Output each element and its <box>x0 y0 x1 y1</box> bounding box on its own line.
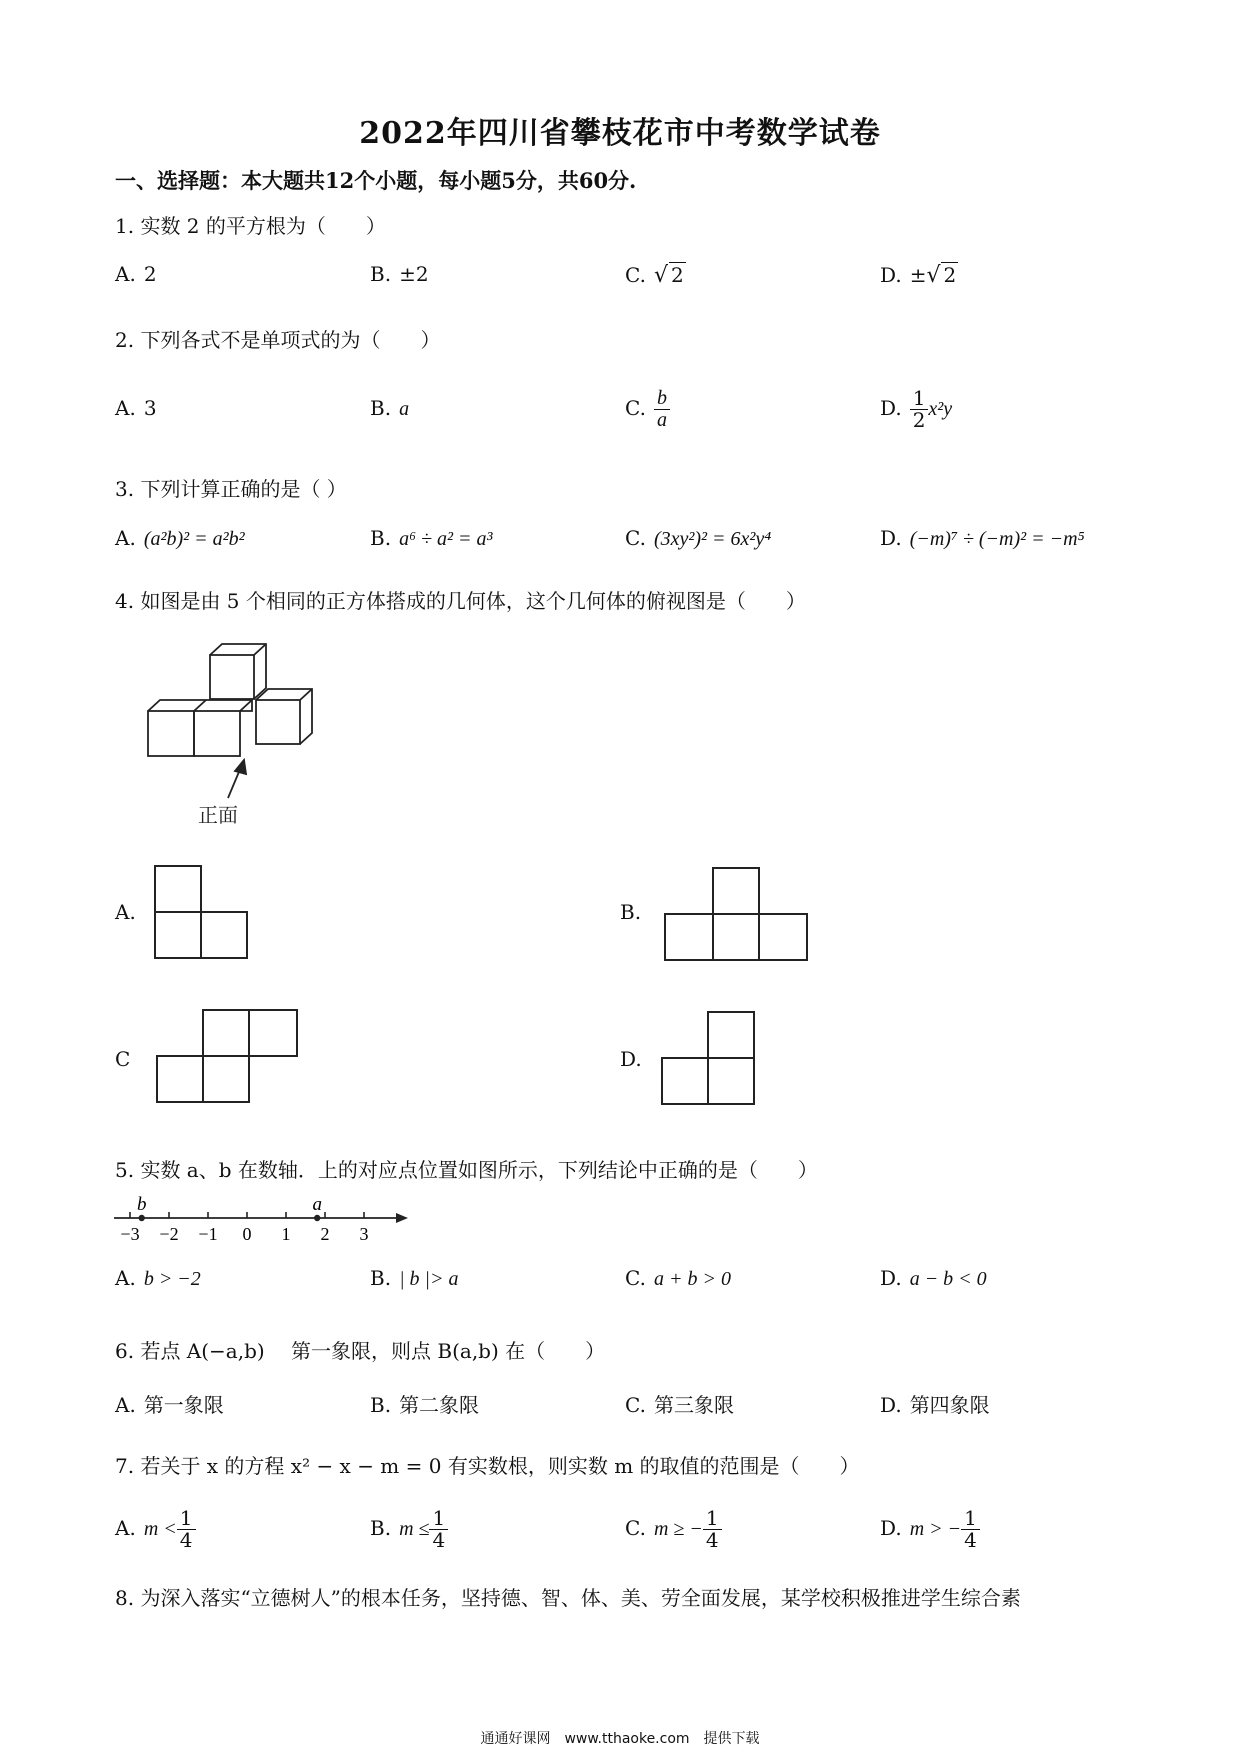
q1-option-d[interactable]: D. ±√ 2 <box>880 263 957 288</box>
point-a-dot <box>314 1215 320 1221</box>
sqrt-sign-icon: √ <box>926 263 941 288</box>
point-b-label: b <box>136 1194 147 1215</box>
sqrt-sign-icon: √ <box>653 263 668 288</box>
q3-option-b[interactable]: B. a⁶ ÷ a² = a³ <box>370 526 493 550</box>
q5-option-c[interactable]: C. a + b > 0 <box>625 1266 731 1290</box>
q7-option-a[interactable]: A. m < $\frac{1}{4}$ <box>115 1508 196 1551</box>
question-8-text: 8. 为深入落实“立德树人”的根本任务，坚持德、智、体、美、劳全面发展，某学校积极推进学生综合素 <box>115 1586 1021 1610</box>
question-4-text: 4. 如图是由 5 个相同的正方体搭成的几何体，这个几何体的俯视图是（ ） <box>115 589 806 613</box>
front-cubes <box>148 700 252 756</box>
cube-solid-figure <box>140 640 340 840</box>
q4-option-c[interactable]: C <box>115 1047 131 1071</box>
axis-tick-label: −3 <box>120 1224 140 1244</box>
fraction: $\frac{b}{a}$ <box>654 388 670 431</box>
q7-option-b[interactable]: B. m ≤ $\frac{1}{4}$ <box>370 1508 448 1551</box>
point-b-dot <box>139 1215 145 1221</box>
right-cube <box>256 689 312 744</box>
question-7-text: 7. 若关于 x 的方程 x² − x − m = 0 有实数根，则实数 m 的取值的范围是（ ） <box>115 1454 860 1478</box>
section-heading: 一、选择题：本大题共12个小题，每小题5分，共60分. <box>115 168 637 193</box>
number-line <box>112 1190 412 1250</box>
axis-tick-label: −1 <box>198 1224 218 1244</box>
axis-tick-label: 3 <box>359 1224 369 1244</box>
q1-option-b[interactable]: B. ±2 <box>370 262 429 286</box>
front-arrow-icon <box>228 760 246 798</box>
q4-option-b[interactable]: B. <box>620 900 642 924</box>
q5-option-a[interactable]: A. b > −2 <box>115 1266 201 1290</box>
question-2-text: 2. 下列各式不是单项式的为（ ） <box>115 328 441 352</box>
q5-option-b[interactable]: B. | b |> a <box>370 1266 459 1290</box>
axis-tick-label: 1 <box>281 1224 291 1244</box>
fraction: $\frac{1}{2}$ <box>910 388 929 431</box>
q3-option-d[interactable]: D. (−m)⁷ ÷ (−m)² = −m⁵ <box>880 526 1085 550</box>
question-1-text: 1. 实数 2 的平方根为（ ） <box>115 214 386 238</box>
point-a-label: a <box>312 1194 322 1215</box>
q7-option-d[interactable]: D. m > − $\frac{1}{4}$ <box>880 1508 980 1551</box>
question-6-options <box>0 1389 1240 1429</box>
q2-option-c[interactable]: C. $\frac{b}{a}$ <box>625 388 670 431</box>
q4-option-b-figure[interactable] <box>663 866 813 966</box>
fraction: $\frac{1}{4}$ <box>177 1508 196 1551</box>
question-5-options <box>0 1266 1240 1306</box>
q5-option-d[interactable]: D. a − b < 0 <box>880 1266 987 1290</box>
q1-option-a[interactable]: A. 2 <box>115 262 157 286</box>
q4-option-a-figure[interactable] <box>153 864 253 964</box>
fraction: $\frac{1}{4}$ <box>703 1508 722 1551</box>
fraction: $\frac{1}{4}$ <box>429 1508 448 1551</box>
page-title: 2022年四川省攀枝花市中考数学试卷 <box>359 116 881 151</box>
question-6-text: 6. 若点 A(−a,b) 第一象限，则点 B(a,b) 在（ ） <box>115 1339 606 1363</box>
q7-option-c[interactable]: C. m ≥ − $\frac{1}{4}$ <box>625 1508 722 1551</box>
question-7-options <box>0 1506 1240 1552</box>
axis-arrow-icon <box>396 1213 408 1223</box>
axis-tick-label: −2 <box>159 1224 179 1244</box>
top-cube <box>210 644 266 699</box>
q2-option-a[interactable]: A. 3 <box>115 396 157 420</box>
q1-option-c[interactable]: C. √ 2 <box>625 263 684 288</box>
axis-tick-label: 0 <box>242 1224 252 1244</box>
axis-tick-label: 2 <box>320 1224 330 1244</box>
q3-option-a[interactable]: A. (a²b)² = a²b² <box>115 526 245 550</box>
front-label: 正面 <box>198 803 238 827</box>
q3-option-c[interactable]: C. (3xy²)² = 6x²y⁴ <box>625 526 772 550</box>
q6-option-b[interactable]: B. 第二象限 <box>370 1393 480 1417</box>
question-2-options <box>0 386 1240 432</box>
q4-option-a[interactable]: A. <box>115 900 136 924</box>
q4-option-d[interactable]: D. <box>620 1047 642 1071</box>
q6-option-c[interactable]: C. 第三象限 <box>625 1393 734 1417</box>
question-5-text: 5. 实数 a、b 在数轴．上的对应点位置如图所示，下列结论中正确的是（ ） <box>115 1158 818 1182</box>
q2-option-b[interactable]: B. a <box>370 396 410 420</box>
q4-option-c-figure[interactable] <box>155 1008 305 1108</box>
page-footer: 通通好课网 www.tthaoke.com 提供下载 <box>480 1731 760 1747</box>
question-1-options <box>0 262 1240 302</box>
q2-option-d[interactable]: D. $\frac{1}{2}$ x²y <box>880 386 953 432</box>
question-3-options <box>0 526 1240 566</box>
q4-option-d-figure[interactable] <box>660 1010 760 1110</box>
q6-option-d[interactable]: D. 第四象限 <box>880 1393 990 1417</box>
fraction: $\frac{1}{4}$ <box>961 1508 980 1551</box>
question-3-text: 3. 下列计算正确的是（ ） <box>115 477 347 501</box>
q6-option-a[interactable]: A. 第一象限 <box>115 1393 224 1417</box>
